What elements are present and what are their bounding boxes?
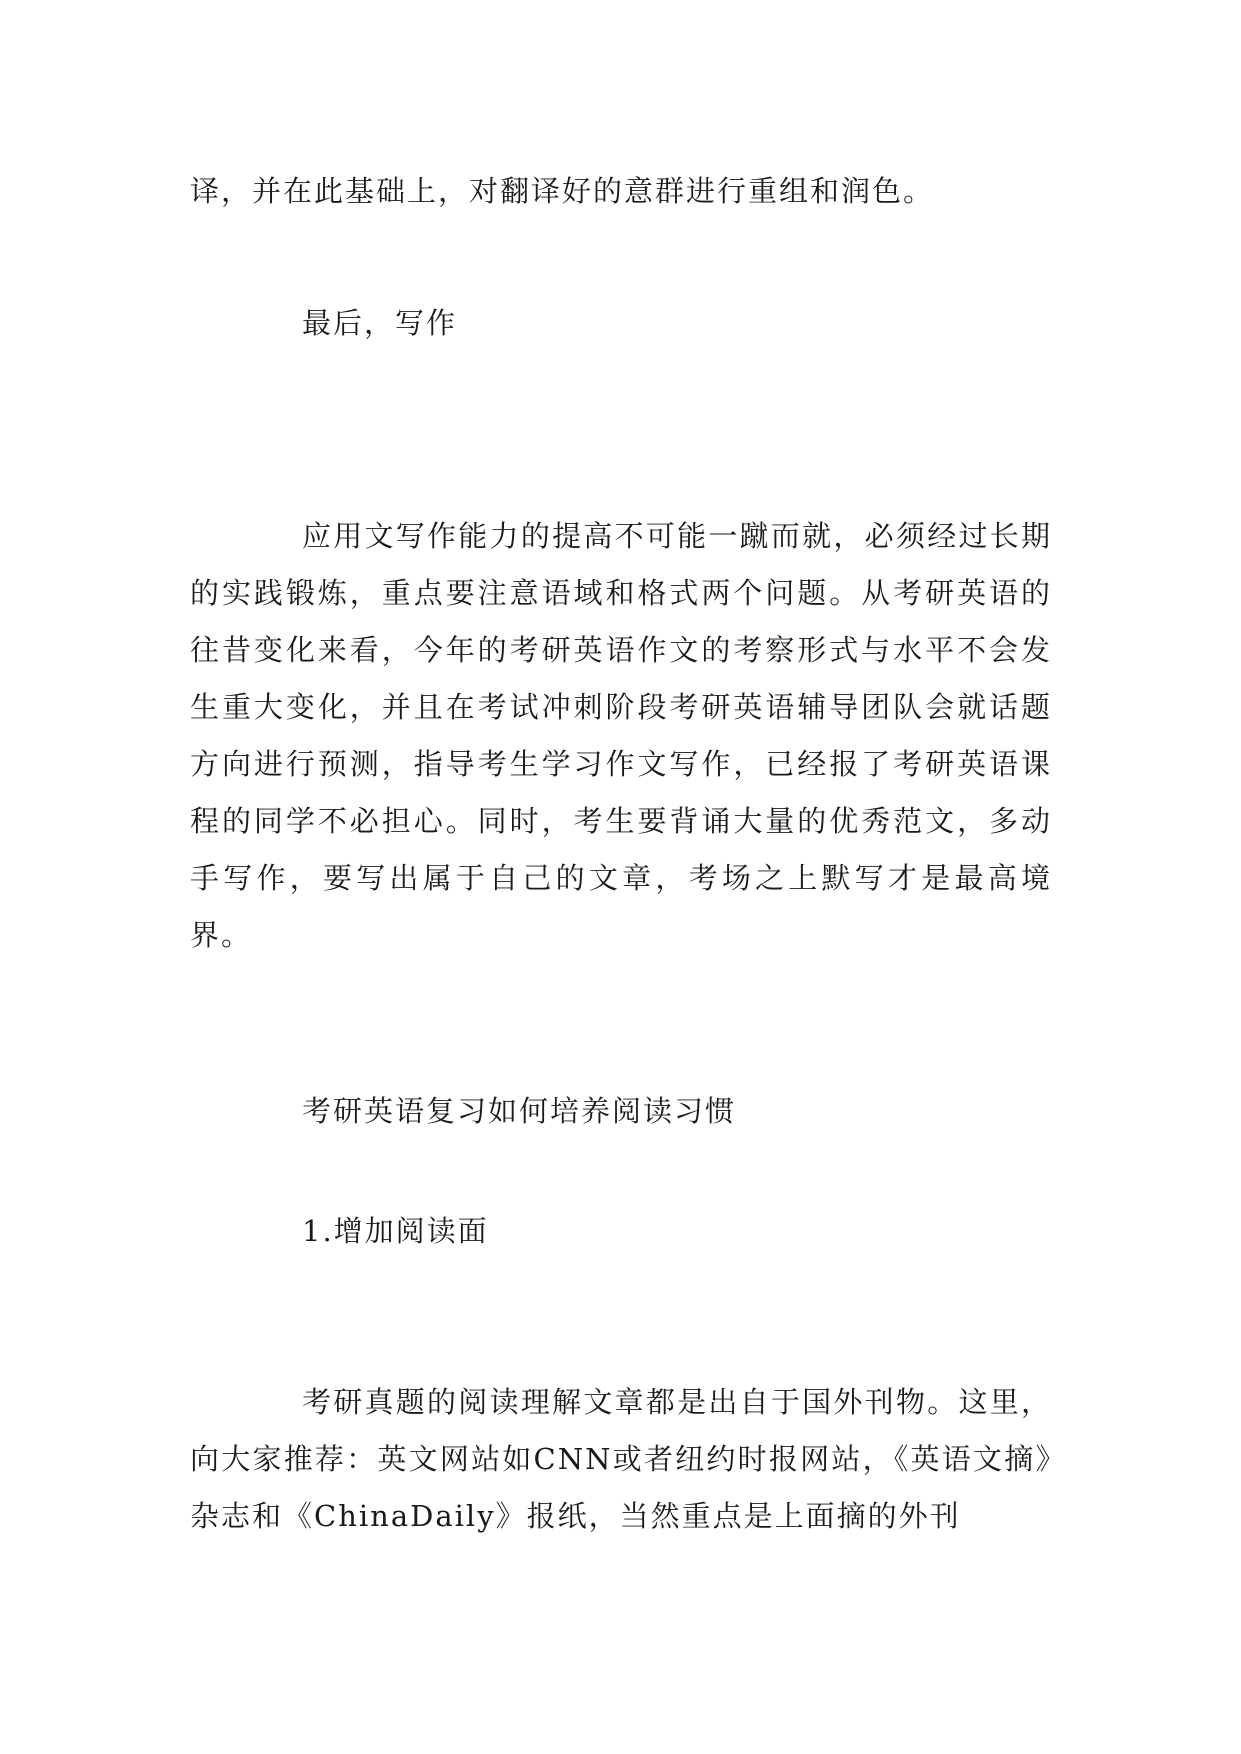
subsection-heading-reading-scope: 1.增加阅读面 (302, 1214, 489, 1248)
paragraph-reading-scope: 考研真题的阅读理解文章都是出自于国外刊物。这里，向大家推荐：英文网站如CNN或者纽约时报网站，《英语文摘》杂志和《ChinaDaily》报纸，当然重点是上面摘的外刊 (190, 1385, 1052, 1533)
paragraph-continuation: 译，并在此基础上，对翻译好的意群进行重组和润色。 (190, 174, 935, 208)
section-heading-writing: 最后，写作 (302, 306, 458, 340)
section-heading-reading-habits: 考研英语复习如何培养阅读习惯 (302, 1094, 737, 1128)
paragraph-writing: 应用文写作能力的提高不可能一蹴而就，必须经过长期的实践锻炼，重点要注意语域和格式两个问题。从考研英语的往昔变化来看，今年的考研英语作文的考察形式与水平不会发生重大变化，并且在考试冲刺阶段考研英语辅导团队会就话题方向进行预测，指导考生学习作文写作，已经报了考研英语课程的同学不必担心。同时，考生要背诵大量的优秀范文，多动手写作，要写出属于自己的文章，考场之上默写才是最高境界。 (190, 519, 1052, 952)
